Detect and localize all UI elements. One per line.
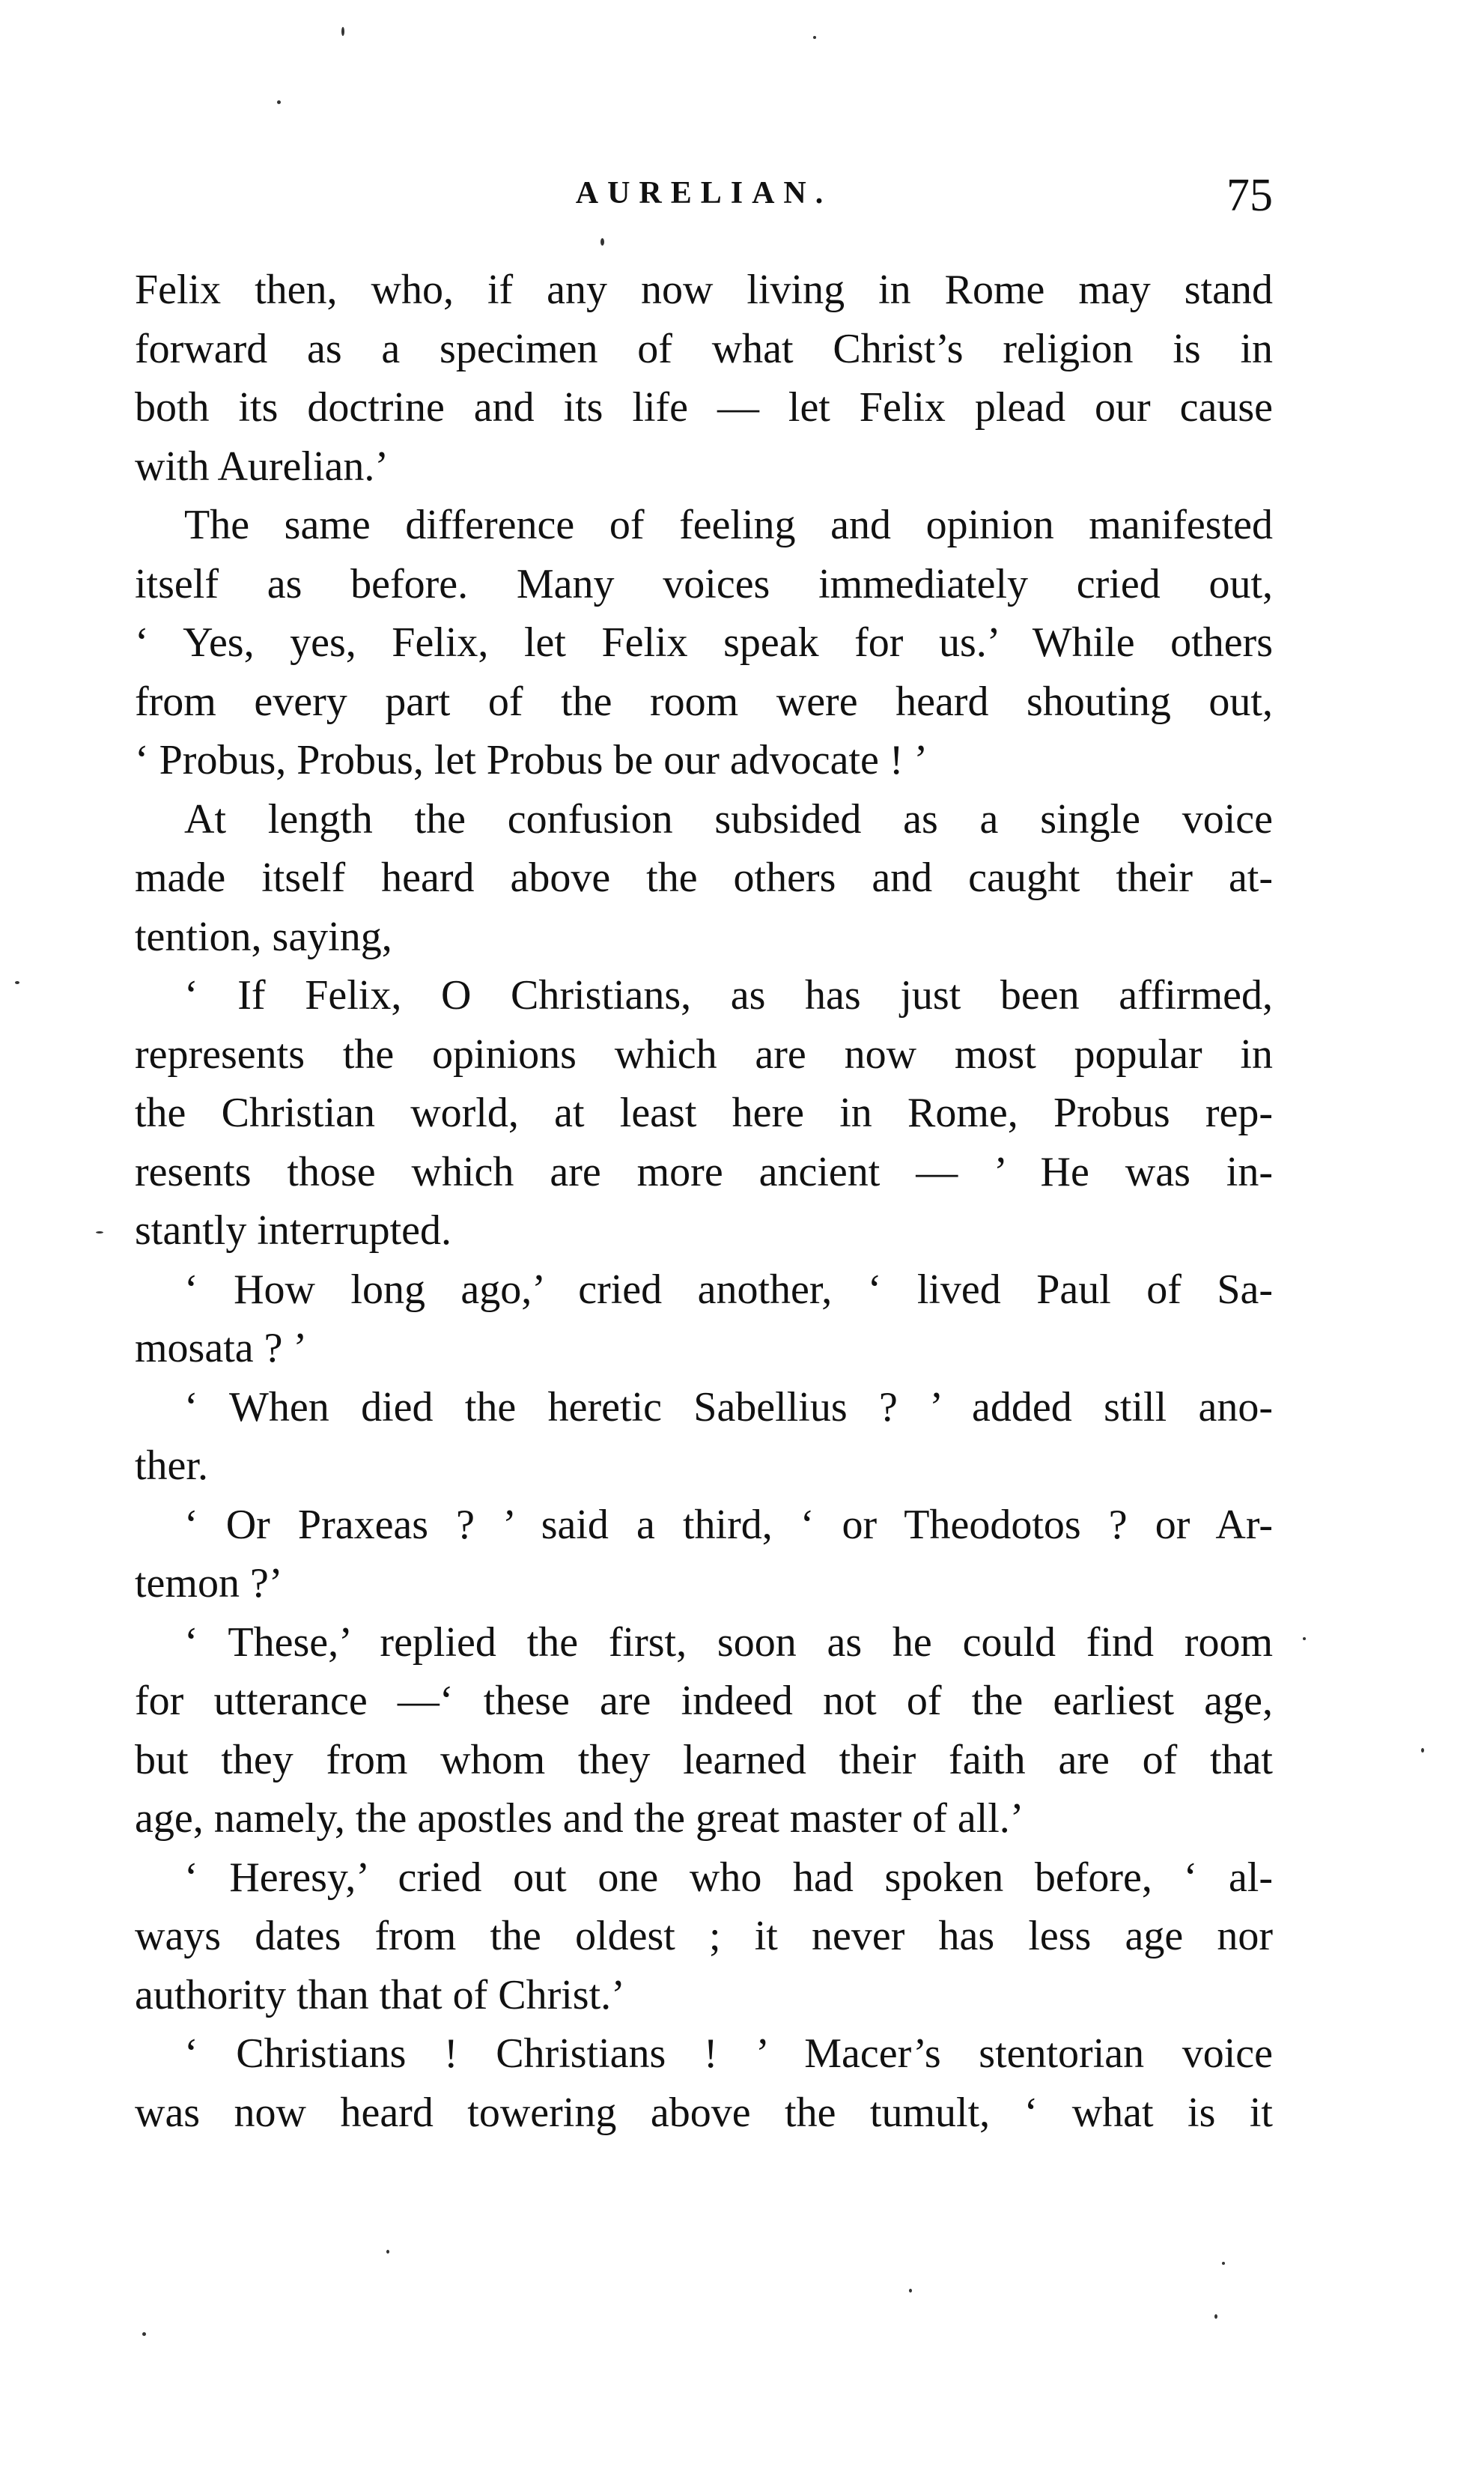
text-line: was now heard towering above the tumult, ‘ what is it — [135, 2089, 1273, 2136]
print-speck — [142, 2332, 146, 2336]
print-speck — [341, 27, 344, 36]
body-text — [135, 261, 1273, 2142]
text-line: stantly interrupted. — [135, 1207, 452, 1254]
text-line: mosata ? ’ — [135, 1325, 308, 1371]
text-line: itself as before. Many voices immediately cried out, — [135, 560, 1273, 607]
text-line: ‘ How long ago,’ cried another, ‘ lived Paul of Sa- — [184, 1266, 1273, 1313]
text-line: ‘ Yes, yes, Felix, let Felix speak for us.’ While others — [135, 619, 1273, 666]
print-speck — [909, 2289, 912, 2293]
print-speck — [1222, 2262, 1225, 2265]
text-line: from every part of the room were heard shouting out, — [135, 678, 1273, 725]
print-speck — [277, 100, 281, 104]
text-line: ‘ Christians ! Christians ! ’ Macer’s stentorian voice — [184, 2030, 1273, 2077]
print-speck — [386, 2250, 389, 2254]
text-line: ways dates from the oldest ; it never has less age nor — [135, 1913, 1273, 1959]
print-speck — [1421, 1748, 1424, 1753]
text-line: ‘ If Felix, O Christians, as has just been affirmed, — [184, 972, 1273, 1019]
print-speck — [1214, 2314, 1217, 2319]
text-line: forward as a specimen of what Christ’s religion is in — [135, 325, 1273, 372]
running-head — [135, 169, 1273, 222]
print-speck — [1303, 1637, 1306, 1640]
text-line: Felix then, who, if any now living in Rome may stand — [135, 267, 1273, 313]
text-line: but they from whom they learned their faith are of that — [135, 1736, 1273, 1783]
text-line: ‘ Heresy,’ cried out one who had spoken before, ‘ al- — [184, 1854, 1273, 1901]
running-title: AURELIAN. — [575, 176, 833, 210]
print-speck — [813, 36, 816, 39]
text-line: resents those which are more ancient — ’ He was in- — [135, 1148, 1273, 1195]
text-line: both its doctrine and its life — let Felix plead our cause — [135, 384, 1273, 431]
page-number: 75 — [1226, 170, 1273, 221]
text-line: The same difference of feeling and opinion manifested — [184, 502, 1273, 548]
text-line: the Christian world, at least here in Rome, Probus rep- — [135, 1090, 1273, 1136]
text-line: with Aurelian.’ — [135, 443, 389, 490]
text-line: ‘ These,’ replied the first, soon as he could find room — [184, 1618, 1273, 1666]
text-line: age, namely, the apostles and the great master of all.’ — [135, 1795, 1024, 1842]
text-line: represents the opinions which are now most popular in — [135, 1031, 1273, 1078]
print-speck — [600, 238, 604, 246]
print-speck — [96, 1231, 103, 1234]
print-speck — [15, 981, 19, 984]
text-line: At length the confusion subsided as a single voice — [184, 795, 1273, 843]
text-line: ‘ Or Praxeas ? ’ said a third, ‘ or Theodotos ? or Ar- — [184, 1501, 1273, 1548]
text-line: ther. — [135, 1442, 208, 1489]
text-line: authority than that of Christ.’ — [135, 1971, 625, 2018]
text-line: temon ?’ — [135, 1560, 283, 1606]
text-line: for utterance —‘ these are indeed not of the earliest age, — [135, 1678, 1273, 1724]
text-line: ‘ When died the heretic Sabellius ? ’ added still ano- — [184, 1383, 1273, 1430]
text-line: made itself heard above the others and caught their at- — [135, 855, 1273, 901]
text-line: tention, saying, — [135, 913, 392, 960]
text-line: ‘ Probus, Probus, let Probus be our advocate ! ’ — [135, 737, 928, 783]
